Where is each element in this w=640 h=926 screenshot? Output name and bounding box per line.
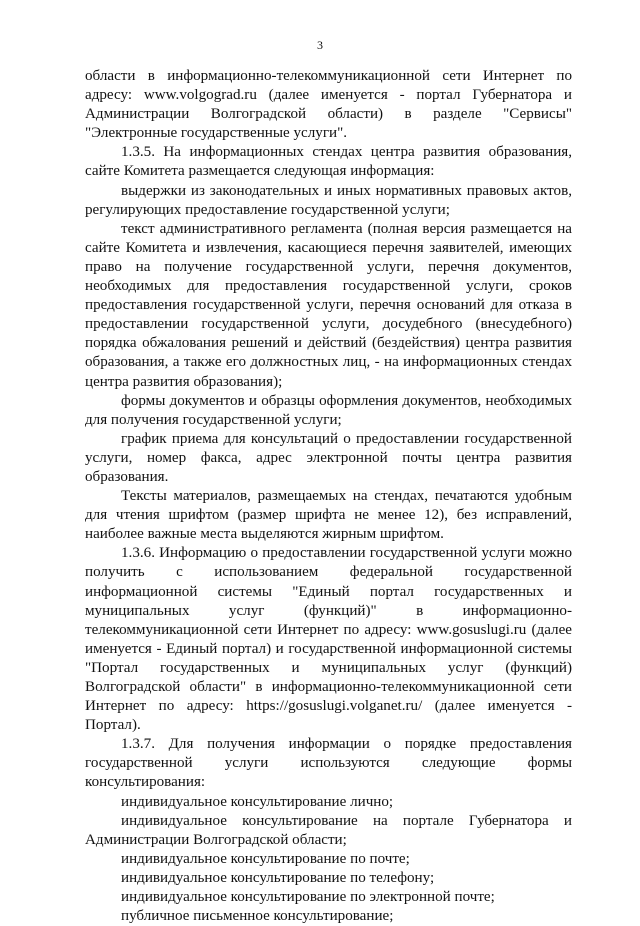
paragraph: текст административного регламента (полная версия размещается на сайте Комитета и извлечения, касающиеся перечня заявителей, имеющих право на получение государственной услуги, перечня документов, необходимых для предоставления государственной услуги, сроков предоставления государственной услуги, перечня оснований для отказа в предоставлении государственной услуги, досудебного (внесудебного) порядка обжалования решений и действий (бездействия) центра развития образования, а также его должностных лиц, - на информационных стендах центра развития образования); [85,220,572,390]
paragraph: выдержки из законодательных и иных нормативных правовых актов, регулирующих предоставление государственной услуги; [85,182,572,218]
paragraph: 1.3.6. Информацию о предоставлении государственной услуги можно получить с использованием федеральной государственной информационной системы "Единый портал государственных и муниципальных услуг (функций)" в информационно-телекоммуникационной сети Интернет по адресу: www.gosuslugi.ru (далее именуется - Единый портал) и государственной информационной системы "Портал государственных и муниципальных услуг (функций) Волгоградской области" в информационно-телекоммуникационной сети Интернет по адресу: https://gosuslugi.volganet.ru/ (далее именуется - Портал). [85,545,572,734]
paragraph: Тексты материалов, размещаемых на стендах, печатаются удобным для чтения шрифтом (размер шрифта не менее 12), без исправлений, наиболее важные места выделяются жирным шрифтом. [85,488,572,543]
paragraph: индивидуальное консультирование по телефону; [121,869,435,886]
paragraph: индивидуальное консультирование по почте; [121,850,410,867]
paragraph: публичное письменное консультирование; [121,908,394,925]
paragraph: 1.3.7. Для получения информации о порядке предоставления государственной услуги используются следующие формы консультирования: [85,736,572,791]
paragraph: график приема для консультаций о предоставлении государственной услуги, номер факса, адрес электронной почты центра развития образования. [85,430,572,485]
paragraph: области в информационно-телекоммуникационной сети Интернет по адресу: www.volgograd.ru (далее именуется - портал Губернатора и Администрации Волгоградской области) в разделе "Сервисы" "Электронные государственные услуги". [85,68,572,142]
paragraph: индивидуальное консультирование по электронной почте; [121,889,495,906]
paragraph: формы документов и образцы оформления документов, необходимых для получения государственной услуги; [85,392,572,428]
paragraph: индивидуальное консультирование на портале Губернатора и Администрации Волгоградской области; [85,812,572,848]
paragraph: индивидуальное консультирование лично; [121,793,394,810]
paragraph: 1.3.5. На информационных стендах центра развития образования, сайте Комитета размещается следующая информация: [85,144,572,180]
page-number: 3 [317,38,323,52]
document-body [85,67,572,926]
